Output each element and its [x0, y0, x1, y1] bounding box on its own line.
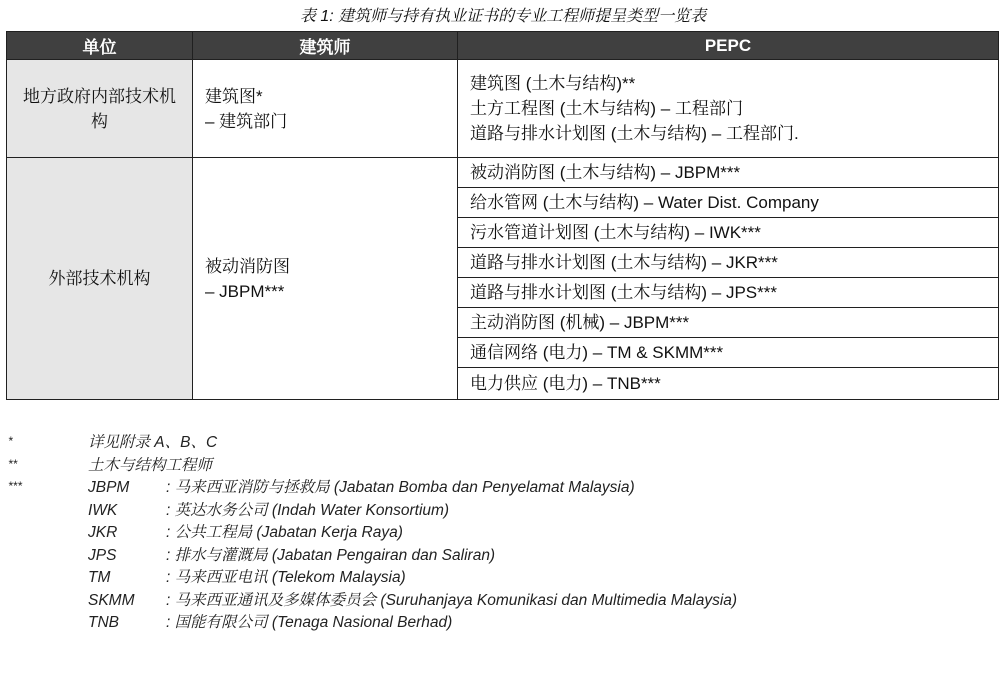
architect-cell-local-authority: [193, 60, 458, 158]
table-caption: 表 1: 建筑师与持有执业证书的专业工程师提呈类型一览表: [299, 8, 707, 25]
submission-types-table: [6, 31, 999, 400]
pepc-item-cell: 污水管道计划图 (土木与结构) – IWK***: [458, 218, 999, 248]
pepc-item-cell: 被动消防图 (土木与结构) – JBPM***: [458, 158, 999, 188]
abbreviation: JKR: [88, 524, 118, 541]
unit-label: 外部技术机构: [48, 269, 151, 288]
table-row: [7, 158, 999, 188]
abbreviation-row: [8, 522, 998, 545]
pepc-item-cell: 电力供应 (电力) – TNB***: [458, 368, 999, 400]
abbreviation-row: [8, 590, 998, 613]
abbreviation: IWK: [88, 501, 118, 519]
footnote-double: [8, 455, 998, 478]
header-unit: 单位: [7, 32, 193, 60]
abbreviation-row: [8, 567, 998, 590]
pepc-item-cell: 道路与排水计划图 (土木与结构) – JKR***: [458, 248, 999, 278]
footnote-text: 土木与结构工程师: [88, 456, 213, 474]
abbreviation-description: : 马来西亚电讯 (Telekom Malaysia): [166, 569, 406, 586]
table-row: [7, 60, 999, 158]
unit-cell-local-authority: [7, 60, 193, 158]
footnotes: [8, 432, 998, 635]
footnote-mark: ***: [8, 479, 23, 493]
pepc-item-cell: 通信网络 (电力) – TM & SKMM***: [458, 338, 999, 368]
architect-item: – JBPM***: [205, 281, 285, 301]
architect-item: 被动消防图: [205, 256, 290, 276]
abbreviation-description: : 马来西亚消防与拯救局 (Jabatan Bomba dan Penyelamat Malaysia): [166, 479, 635, 496]
abbreviation: JPS: [88, 546, 117, 564]
pepc-item-cell: 主动消防图 (机械) – JBPM***: [458, 308, 999, 338]
abbreviation-description: : 公共工程局 (Jabatan Kerja Raya): [166, 524, 403, 541]
abbreviation-row: [8, 477, 998, 500]
footnote-single: [8, 432, 998, 455]
pepc-item: 土方工程图 (土木与结构) – 工程部门: [470, 99, 743, 118]
abbreviation: TM: [88, 569, 111, 586]
abbreviation-row: [8, 500, 998, 523]
abbreviation-description: : 排水与灌溉局 (Jabatan Pengairan dan Saliran): [166, 546, 496, 564]
architect-item: – 建筑部门: [205, 111, 288, 131]
abbreviation-description: : 英达水务公司 (Indah Water Konsortium): [166, 501, 450, 519]
footnote-mark: **: [8, 456, 18, 471]
footnote-text: 详见附录 A、B、C: [88, 434, 218, 451]
unit-cell-external: [7, 158, 193, 400]
pepc-cell-local-authority: [458, 60, 999, 158]
pepc-item: 建筑图 (土木与结构)**: [470, 74, 636, 93]
table-header-row: [7, 32, 999, 60]
footnote-mark: *: [8, 434, 13, 448]
pepc-item-cell: 道路与排水计划图 (土木与结构) – JPS***: [458, 278, 999, 308]
header-architect: 建筑师: [193, 32, 458, 60]
abbreviation-row: [8, 612, 998, 635]
abbreviation-description: : 国能有限公司 (Tenaga Nasional Berhad): [166, 614, 453, 631]
header-pepc: PEPC: [458, 32, 999, 60]
abbreviation: TNB: [88, 614, 119, 631]
architect-cell-external: [193, 158, 458, 400]
abbreviation-row: [8, 545, 998, 568]
unit-label: 地方政府内部技术机构: [23, 86, 176, 131]
abbreviation: JBPM: [88, 479, 130, 496]
architect-item: 建筑图*: [205, 86, 263, 106]
abbreviation: SKMM: [88, 591, 135, 609]
pepc-item: 道路与排水计划图 (土木与结构) – 工程部门.: [470, 124, 799, 143]
abbreviation-description: : 马来西亚通讯及多媒体委员会 (Suruhanjaya Komunikasi dan Multimedia Malaysia): [166, 591, 738, 609]
pepc-item-cell: 给水管网 (土木与结构) – Water Dist. Company: [458, 188, 999, 218]
